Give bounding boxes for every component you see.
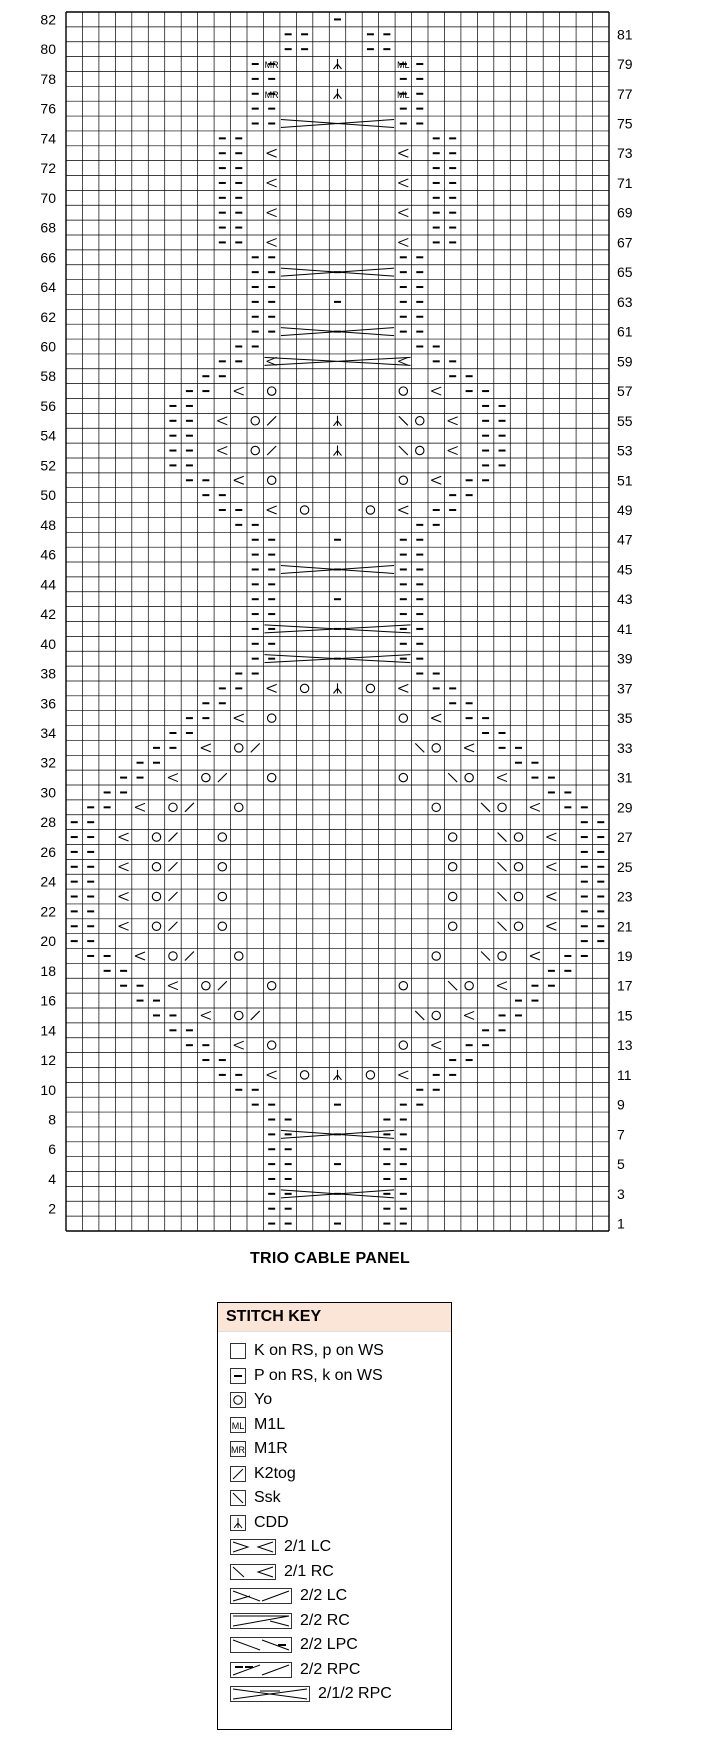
row-number-left: 76 — [40, 100, 56, 117]
rc21-icon — [230, 1563, 276, 1581]
twist-stitch-symbol — [398, 1071, 408, 1079]
row-number-left: 46 — [40, 546, 56, 563]
twist-stitch-symbol — [530, 803, 540, 811]
twist-stitch-symbol — [398, 238, 408, 246]
yo-symbol — [267, 1041, 275, 1049]
yo-symbol — [514, 863, 522, 871]
row-number-left: 74 — [40, 130, 56, 147]
yo-symbol — [399, 714, 407, 722]
twist-stitch-symbol — [201, 744, 211, 752]
yo-symbol — [235, 803, 243, 811]
yo-symbol — [218, 922, 226, 930]
k2tog-symbol — [267, 416, 276, 425]
cable-cross-symbol — [281, 328, 394, 336]
yo-symbol — [498, 952, 506, 960]
row-number-right: 1 — [617, 1215, 625, 1232]
yo-symbol — [169, 952, 177, 960]
yo-symbol — [267, 982, 275, 990]
ssk-symbol — [399, 446, 408, 455]
k2tog-symbol — [251, 1011, 260, 1020]
stitch-key-heading: STITCH KEY — [218, 1303, 451, 1332]
yo-symbol — [416, 446, 424, 454]
row-number-left: 22 — [40, 903, 56, 920]
yo-symbol — [251, 446, 259, 454]
twist-stitch-symbol — [119, 893, 129, 901]
ssk-symbol — [498, 833, 507, 842]
make-one-symbol: MR — [264, 60, 279, 71]
yo-symbol — [267, 714, 275, 722]
yo-symbol — [432, 803, 440, 811]
yo-symbol — [152, 863, 160, 871]
row-number-right: 67 — [617, 234, 633, 251]
row-number-right: 21 — [617, 918, 633, 935]
row-number-left: 2 — [48, 1200, 56, 1217]
right-row-numbers — [617, 26, 633, 1231]
k2tog-symbol — [218, 773, 227, 782]
row-number-left: 18 — [40, 962, 56, 979]
twist-stitch-symbol — [267, 1071, 277, 1079]
cable-cross-symbol — [281, 119, 394, 127]
k2tog-symbol — [168, 892, 177, 901]
stitch-key-label: M1R — [254, 1440, 288, 1457]
twist-stitch-symbol — [398, 179, 408, 187]
row-number-right: 33 — [617, 739, 633, 756]
yo-symbol — [300, 1071, 308, 1079]
stitch-key-item-yo — [230, 1388, 272, 1412]
row-number-right: 45 — [617, 561, 633, 578]
twist-stitch-symbol — [546, 863, 556, 871]
cdd-symbol — [334, 89, 342, 99]
row-number-right: 11 — [617, 1066, 632, 1083]
yo-icon — [230, 1391, 246, 1409]
row-number-right: 65 — [617, 264, 633, 281]
m1l-icon — [230, 1416, 246, 1434]
row-number-right: 77 — [617, 85, 633, 102]
ssk-symbol — [415, 743, 424, 752]
stitch-key-item-lc21 — [230, 1535, 331, 1559]
yo-symbol — [366, 506, 374, 514]
twist-stitch-symbol — [267, 506, 277, 514]
row-number-right: 13 — [617, 1037, 633, 1054]
row-number-left: 32 — [40, 754, 56, 771]
k2tog-icon — [230, 1465, 246, 1483]
row-number-right: 53 — [617, 442, 633, 459]
row-number-left: 64 — [40, 279, 56, 296]
twist-stitch-symbol — [135, 803, 145, 811]
yo-symbol — [416, 417, 424, 425]
row-number-left: 28 — [40, 814, 56, 831]
cable-cross-symbol — [264, 625, 410, 633]
row-number-right: 73 — [617, 145, 633, 162]
yo-symbol — [498, 803, 506, 811]
twist-stitch-symbol — [497, 982, 507, 990]
stitch-key-label: P on RS, k on WS — [254, 1366, 383, 1384]
row-number-right: 59 — [617, 353, 633, 370]
twist-stitch-symbol — [135, 952, 145, 960]
make-one-symbol: MR — [264, 89, 279, 100]
cable-cross-symbol — [281, 1130, 394, 1138]
row-number-left: 10 — [40, 1081, 56, 1098]
rc22-icon — [230, 1612, 292, 1630]
ssk-symbol — [448, 773, 457, 782]
row-number-right: 55 — [617, 412, 633, 429]
twist-stitch-symbol — [267, 238, 277, 246]
yo-symbol — [448, 833, 456, 841]
row-number-left: 70 — [40, 189, 56, 206]
rpc212-icon — [230, 1685, 310, 1703]
stitch-key-label: M1L — [254, 1415, 286, 1433]
row-number-left: 42 — [40, 606, 56, 623]
row-number-right: 49 — [617, 502, 633, 519]
yo-symbol — [465, 982, 473, 990]
stitch-key-item-rc22 — [230, 1609, 350, 1633]
yo-symbol — [399, 773, 407, 781]
k2tog-symbol — [185, 803, 194, 812]
stitch-key-label: Yo — [254, 1391, 273, 1408]
stitch-key-item-rpc22 — [230, 1658, 360, 1682]
left-row-numbers — [40, 11, 56, 1216]
twist-stitch-symbol — [546, 893, 556, 901]
stitch-key-item-m1r — [230, 1437, 288, 1461]
cdd-symbol — [334, 446, 342, 456]
cdd-symbol — [334, 1070, 342, 1080]
yo-symbol — [300, 684, 308, 692]
twist-stitch-symbol — [398, 506, 408, 514]
stitch-key-item-rpc212 — [230, 1682, 392, 1706]
lc21-icon — [230, 1538, 276, 1556]
row-number-right: 71 — [617, 174, 633, 191]
cable-cross-symbol — [264, 357, 410, 365]
yo-symbol — [514, 892, 522, 900]
stitch-key-label: 2/2 LPC — [300, 1636, 358, 1653]
chart-grid — [66, 12, 609, 1231]
purl-icon — [230, 1367, 246, 1385]
row-number-right: 61 — [617, 323, 633, 340]
twist-stitch-symbol — [267, 684, 277, 692]
row-number-left: 72 — [40, 160, 56, 177]
stitch-key-label: K2tog — [254, 1464, 296, 1482]
twist-stitch-symbol — [168, 774, 178, 782]
row-number-right: 41 — [617, 620, 633, 637]
cdd-symbol — [334, 416, 342, 426]
twist-stitch-symbol — [431, 1041, 441, 1049]
twist-stitch-symbol — [217, 417, 227, 425]
row-number-left: 14 — [40, 1022, 56, 1039]
twist-stitch-symbol — [546, 833, 556, 841]
row-number-right: 81 — [617, 26, 633, 43]
row-number-left: 16 — [40, 992, 56, 1009]
yo-symbol — [399, 982, 407, 990]
twist-stitch-symbol — [431, 387, 441, 395]
stitch-key-label: CDD — [254, 1513, 289, 1531]
twist-stitch-symbol — [267, 179, 277, 187]
twist-stitch-symbol — [431, 476, 441, 484]
row-number-right: 69 — [617, 204, 633, 221]
svg-text:ML: ML — [231, 1420, 245, 1431]
ssk-symbol — [481, 951, 490, 960]
yo-symbol — [267, 773, 275, 781]
yo-symbol — [218, 892, 226, 900]
k2tog-symbol — [251, 743, 260, 752]
row-number-right: 17 — [617, 977, 633, 994]
twist-stitch-symbol — [398, 357, 408, 365]
row-number-right: 23 — [617, 888, 633, 905]
twist-stitch-symbol — [119, 863, 129, 871]
row-number-left: 30 — [40, 784, 56, 801]
cable-cross-symbol — [281, 268, 394, 276]
row-number-left: 54 — [40, 427, 56, 444]
stitch-key-item-k2tog — [230, 1462, 296, 1486]
twist-stitch-symbol — [267, 209, 277, 217]
row-number-left: 4 — [48, 1170, 56, 1187]
twist-stitch-symbol — [217, 447, 227, 455]
yo-symbol — [448, 863, 456, 871]
twist-stitch-symbol — [267, 149, 277, 157]
row-number-right: 25 — [617, 858, 633, 875]
stitch-key — [217, 1302, 452, 1730]
row-number-left: 58 — [40, 368, 56, 385]
stitch-key-label: 2/2 RC — [300, 1611, 350, 1629]
twist-stitch-symbol — [448, 417, 458, 425]
yo-symbol — [448, 922, 456, 930]
twist-stitch-symbol — [431, 714, 441, 722]
row-number-right: 15 — [617, 1007, 633, 1024]
make-one-symbol: ML — [397, 60, 410, 71]
k2tog-symbol — [267, 446, 276, 455]
twist-stitch-symbol — [201, 1011, 211, 1019]
yo-symbol — [152, 833, 160, 841]
twist-stitch-symbol — [234, 387, 244, 395]
ssk-symbol — [481, 803, 490, 812]
row-number-right: 51 — [617, 472, 633, 489]
ssk-symbol — [498, 892, 507, 901]
k2tog-symbol — [185, 951, 194, 960]
cdd-symbol — [334, 683, 342, 693]
stitch-key-item-knit — [230, 1339, 384, 1363]
stitch-key-item-lpc22 — [230, 1633, 358, 1657]
yo-symbol — [432, 744, 440, 752]
svg-text:MR: MR — [231, 1445, 245, 1455]
chart-title: TRIO CABLE PANEL — [249, 1250, 411, 1267]
row-number-right: 35 — [617, 710, 633, 727]
row-number-right: 19 — [617, 947, 633, 964]
twist-stitch-symbol — [234, 1041, 244, 1049]
stitch-key-item-purl — [230, 1364, 383, 1388]
twist-stitch-symbol — [234, 476, 244, 484]
twist-stitch-symbol — [119, 922, 129, 930]
yo-symbol — [448, 892, 456, 900]
yo-symbol — [514, 922, 522, 930]
ssk-symbol — [399, 416, 408, 425]
cable-cross-symbol — [281, 1190, 394, 1198]
stitch-key-item-cdd — [230, 1511, 289, 1535]
knit-icon — [230, 1342, 246, 1360]
twist-stitch-symbol — [530, 952, 540, 960]
ssk-symbol — [448, 981, 457, 990]
row-number-left: 36 — [40, 695, 56, 712]
row-number-right: 3 — [617, 1185, 625, 1202]
yo-symbol — [218, 833, 226, 841]
yo-symbol — [514, 833, 522, 841]
stitch-key-label: Ssk — [254, 1489, 281, 1506]
stitch-key-label: 2/2 LC — [300, 1587, 348, 1604]
row-number-right: 9 — [617, 1096, 625, 1113]
cable-cross-symbol — [264, 655, 410, 663]
stitch-key-label: 2/1 RC — [284, 1562, 334, 1580]
yo-symbol — [235, 952, 243, 960]
twist-stitch-symbol — [398, 209, 408, 217]
yo-symbol — [267, 387, 275, 395]
row-number-left: 78 — [40, 70, 56, 87]
ssk-symbol — [498, 922, 507, 931]
row-number-right: 39 — [617, 650, 633, 667]
twist-stitch-symbol — [497, 774, 507, 782]
yo-symbol — [399, 1041, 407, 1049]
row-number-right: 43 — [617, 591, 633, 608]
ssk-symbol — [415, 1011, 424, 1020]
yo-symbol — [366, 1071, 374, 1079]
stitch-key-label: 2/1 LC — [284, 1538, 332, 1555]
k2tog-symbol — [218, 981, 227, 990]
k2tog-symbol — [168, 833, 177, 842]
lc22-icon — [230, 1587, 292, 1605]
row-number-left: 50 — [40, 487, 56, 504]
row-number-right: 27 — [617, 829, 633, 846]
row-number-left: 56 — [40, 397, 56, 414]
twist-stitch-symbol — [398, 149, 408, 157]
yo-symbol — [218, 863, 226, 871]
make-one-symbol: ML — [397, 89, 410, 100]
cdd-symbol — [334, 59, 342, 69]
yo-symbol — [235, 1011, 243, 1019]
stitch-key-item-lc22 — [230, 1584, 347, 1608]
stitch-key-item-rc21 — [230, 1560, 334, 1584]
row-number-right: 63 — [617, 293, 633, 310]
stitch-key-item-m1l — [230, 1413, 285, 1437]
yo-symbol — [169, 803, 177, 811]
row-number-left: 68 — [40, 219, 56, 236]
row-number-right: 31 — [617, 769, 633, 786]
row-number-right: 7 — [617, 1126, 625, 1143]
row-number-left: 8 — [48, 1111, 56, 1128]
row-number-left: 66 — [40, 249, 56, 266]
row-number-left: 24 — [40, 873, 56, 890]
twist-stitch-symbol — [267, 357, 277, 365]
row-number-right: 37 — [617, 680, 633, 697]
row-number-left: 26 — [40, 843, 56, 860]
stitch-key-label: 2/1/2 RPC — [318, 1685, 392, 1702]
twist-stitch-symbol — [119, 833, 129, 841]
row-number-left: 12 — [40, 1052, 56, 1069]
twist-stitch-symbol — [448, 447, 458, 455]
yo-symbol — [267, 476, 275, 484]
yo-symbol — [399, 476, 407, 484]
yo-symbol — [465, 773, 473, 781]
m1r-icon — [230, 1440, 246, 1458]
row-number-right: 57 — [617, 383, 633, 400]
row-number-left: 6 — [48, 1141, 56, 1158]
yo-symbol — [202, 982, 210, 990]
row-number-right: 5 — [617, 1156, 625, 1173]
yo-symbol — [366, 684, 374, 692]
row-number-right: 29 — [617, 799, 633, 816]
row-number-left: 20 — [40, 933, 56, 950]
row-number-left: 60 — [40, 338, 56, 355]
twist-stitch-symbol — [464, 1011, 474, 1019]
row-number-left: 80 — [40, 41, 56, 58]
row-number-left: 34 — [40, 724, 56, 741]
row-number-left: 38 — [40, 665, 56, 682]
yo-symbol — [251, 417, 259, 425]
row-number-left: 40 — [40, 635, 56, 652]
row-number-left: 44 — [40, 576, 56, 593]
twist-stitch-symbol — [398, 684, 408, 692]
rpc22-icon — [230, 1661, 292, 1679]
row-number-left: 62 — [40, 308, 56, 325]
yo-symbol — [202, 773, 210, 781]
yo-symbol — [235, 744, 243, 752]
ssk-symbol — [498, 862, 507, 871]
twist-stitch-symbol — [464, 744, 474, 752]
twist-stitch-symbol — [546, 922, 556, 930]
stitch-key-label: K on RS, p on WS — [254, 1342, 384, 1359]
lpc22-icon — [230, 1636, 292, 1654]
stitch-key-label: 2/2 RPC — [300, 1660, 361, 1678]
yo-symbol — [432, 1011, 440, 1019]
row-number-left: 82 — [40, 11, 56, 28]
row-number-right: 47 — [617, 531, 633, 548]
row-number-right: 75 — [617, 115, 633, 132]
row-number-right: 79 — [617, 56, 633, 73]
yo-symbol — [152, 892, 160, 900]
yo-symbol — [300, 506, 308, 514]
cdd-icon — [230, 1514, 246, 1532]
yo-symbol — [399, 387, 407, 395]
twist-stitch-symbol — [168, 982, 178, 990]
k2tog-symbol — [168, 922, 177, 931]
cable-cross-symbol — [281, 565, 394, 573]
ssk-icon — [230, 1489, 246, 1507]
yo-symbol — [152, 922, 160, 930]
row-number-left: 48 — [40, 516, 56, 533]
k2tog-symbol — [168, 862, 177, 871]
yo-symbol — [432, 952, 440, 960]
stitch-key-item-ssk — [230, 1486, 281, 1510]
row-number-left: 52 — [40, 457, 56, 474]
twist-stitch-symbol — [234, 714, 244, 722]
